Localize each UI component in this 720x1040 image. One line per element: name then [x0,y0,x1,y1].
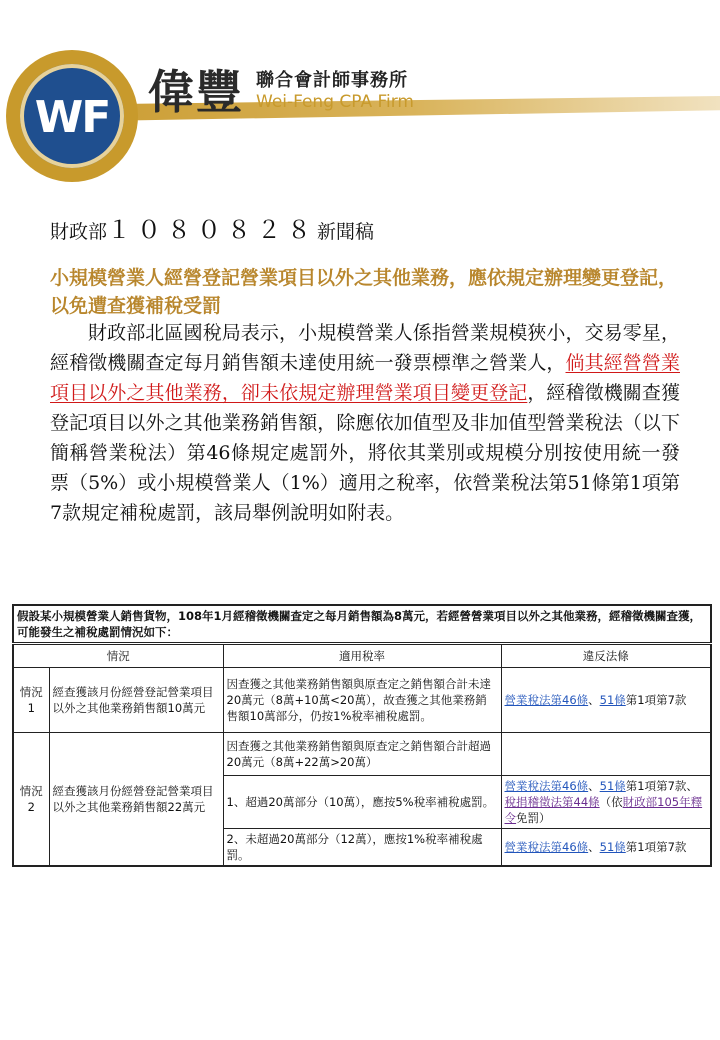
law-link-vat51[interactable]: 51條 [599,840,626,854]
firm-subtitle-cn: 聯合會計師事務所 [256,70,408,91]
paragraph-part2: ，經稽徵機關查獲登記項目以外之其他業務銷售額，除應依加值型及非加值型營業稅法（以下簡稱營業稅法）第46條規定處罰外，將依其業別或規模分別按使用統一發票（5%）或小規模營業人（1%）適用之稅率，依營業稅法第51條第1項第7款規定補稅處罰，該局舉例說明如附表。 [50,382,680,524]
article-paragraph [50,318,680,528]
case2-rate-1: 1、超過20萬部分（10萬），應按5%稅率補稅處罰。 [223,776,501,829]
header-rate: 適用稅率 [223,644,501,668]
header-law: 違反法條 [501,644,711,668]
case1-rate: 因查獲之其他業務銷售額與原查定之銷售額合計未達20萬元（8萬+10萬<20萬），故查獲之其他業務銷售額10萬部分，仍按1%稅率補稅處罰。 [223,668,501,733]
law-link-ruling105[interactable]: 財政部105年釋令 [504,795,703,825]
law-link-vat46[interactable]: 營業稅法第46條 [504,779,589,793]
law-link-vat51[interactable]: 51條 [599,779,626,793]
penalty-table [12,604,710,867]
case2-desc: 經查獲該月份經營登記營業項目以外之其他業務銷售額22萬元 [49,733,223,867]
case1-law: 營業稅法第46條、51條第1項第7款 [501,668,711,733]
firm-name-cn: 偉豐 [148,65,244,119]
case2-rate-intro: 因查獲之其他業務銷售額與原查定之銷售額合計超過20萬元（8萬+22萬>20萬） [223,733,501,776]
press-type: 新聞稿 [317,221,375,243]
press-release-line [50,210,374,245]
case2-rate-2: 2、未超過20萬部分（12萬），應按1%稅率補稅處罰。 [223,829,501,867]
letterhead [0,0,720,150]
logo-text: WF [34,92,110,143]
press-date: １０８０８２８ [107,216,318,244]
case2-law-blank [501,733,711,776]
law-link-vat51[interactable]: 51條 [599,693,626,707]
table-row [13,733,711,776]
press-source: 財政部 [50,221,108,243]
law-link-tax44[interactable]: 稅捐稽徵法第44條 [504,795,600,809]
case2-law-1: 營業稅法第46條、51條第1項第7款、稅捐稽徵法第44條（依財政部105年釋令免罰） [501,776,711,829]
law-link-vat46[interactable]: 營業稅法第46條 [504,840,589,854]
case1-desc: 經查獲該月份經營登記營業項目以外之其他業務銷售額10萬元 [49,668,223,733]
paragraph-highlight: 倘其經營營業項目以外之其他業務，卻未依規定辦理營業項目變更登記 [50,352,680,404]
case2-law-2: 營業稅法第46條、51條第1項第7款 [501,829,711,867]
table-caption: 假設某小規模營業人銷售貨物，108年1月經稽徵機關查定之每月銷售額為8萬元，若經營營業項目以外之其他業務，經稽徵機關查獲，可能發生之補稅處罰情況如下： [13,605,711,644]
header-case: 情況 [13,644,223,668]
article-headline: 小規模營業人經營登記營業項目以外之其他業務，應依規定辦理變更登記，以免遭查獲補稅受罰 [50,267,678,317]
case2-label: 情況2 [13,733,49,867]
table-row [13,668,711,733]
case1-label: 情況1 [13,668,49,733]
paragraph-part1: 財政部北區國稅局表示，小規模營業人係指營業規模狹小，交易零星，經稽徵機關查定每月銷售額未達使用統一發票標準之營業人， [50,322,680,374]
firm-name-en: Wei-Feng CPA Firm [256,92,414,112]
law-link-vat46[interactable]: 營業稅法第46條 [504,693,589,707]
